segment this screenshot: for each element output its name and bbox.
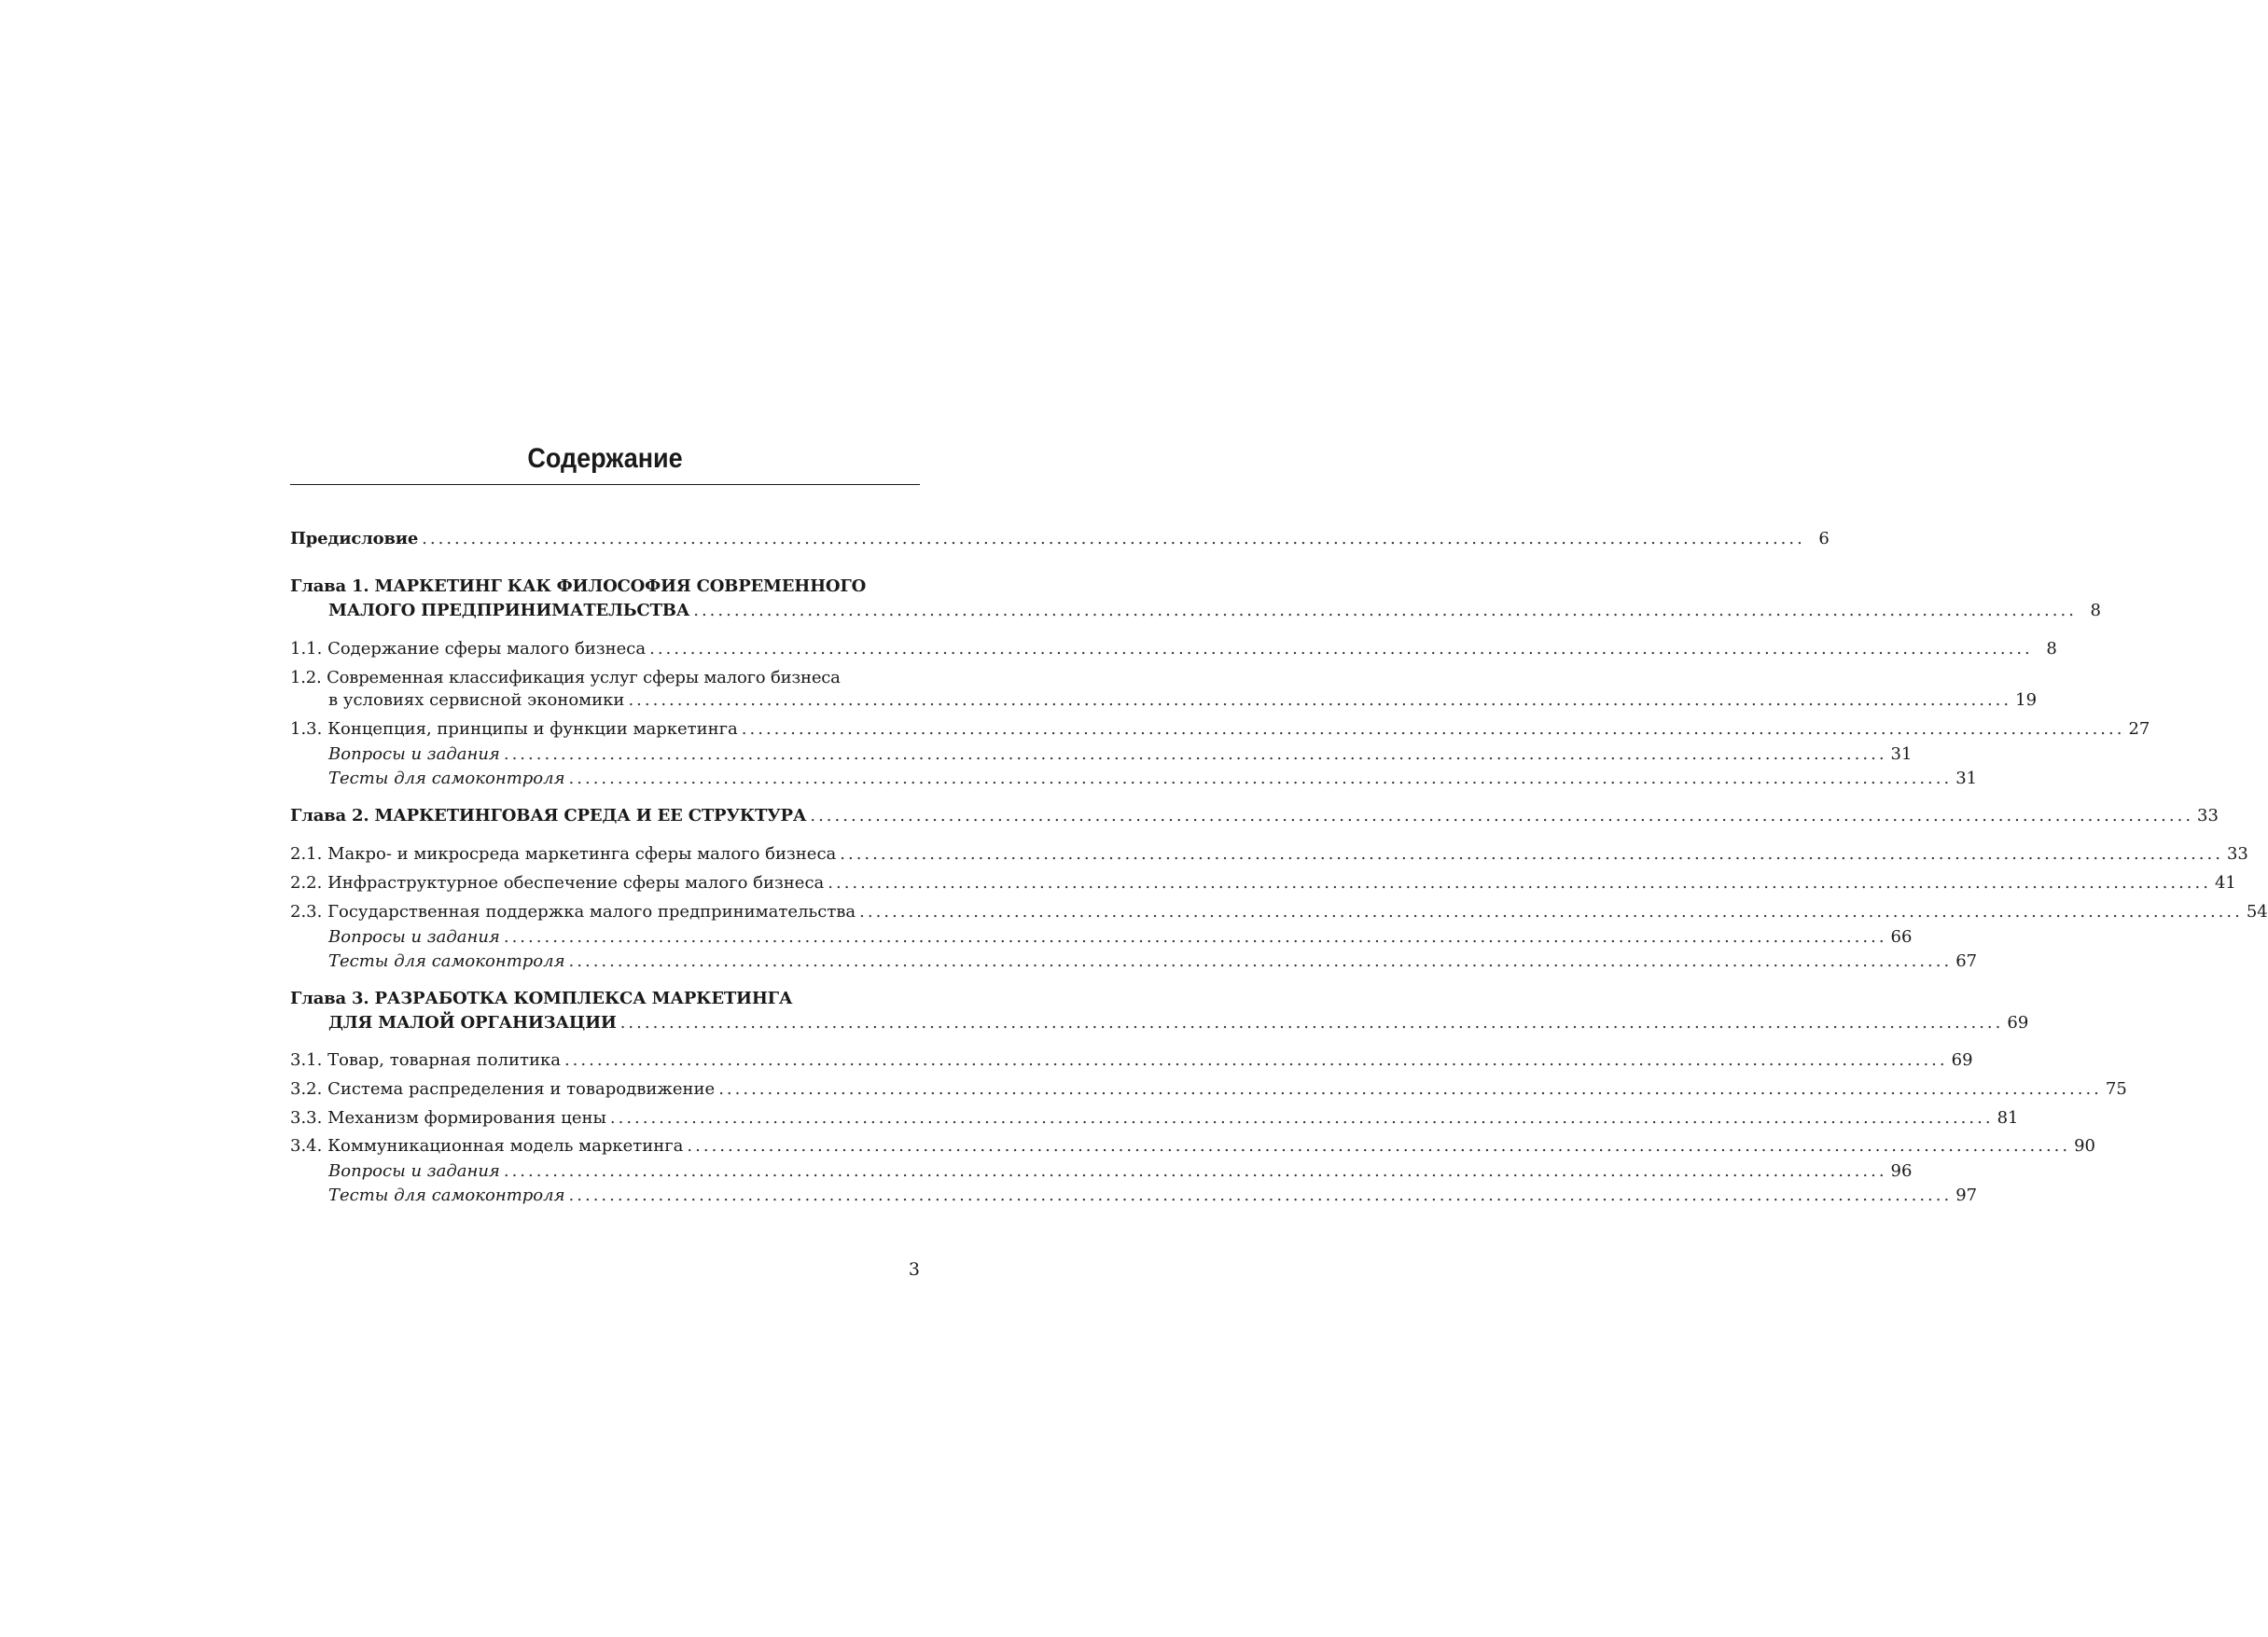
toc-entry-page: 19 [2015,690,2038,710]
toc-entry-page: 33 [2197,806,2219,825]
dot-leader [628,688,2011,713]
dot-leader [610,1106,1994,1131]
dot-leader [504,925,1887,950]
toc-entry-page: 6 [1818,529,1830,548]
toc-entry-label: МАЛОГО ПРЕДПРИНИМАТЕЛЬСТВА [328,601,690,620]
toc-tests-2[interactable] [290,950,1978,974]
toc-entry-page: 27 [2128,719,2150,739]
toc-entry-label: в условиях сервисной экономики [328,690,625,710]
dot-leader [569,1184,1953,1208]
toc-section-2-2[interactable] [290,871,2236,895]
toc-questions-2[interactable] [290,925,1913,950]
toc-entry-label: Глава 2. МАРКЕТИНГОВАЯ СРЕДА И ЕЕ СТРУКТУРА [290,806,807,825]
toc-section-3-3[interactable] [290,1106,2019,1131]
toc-entry-label: 3.4. Коммуникационная модель маркетинга [290,1136,684,1156]
toc-section-2-1[interactable] [290,842,2248,867]
toc-entry-label: Тесты для самоконтроля [328,951,565,971]
dot-leader [859,900,2243,924]
dot-leader [828,871,2211,895]
dot-leader [504,1159,1887,1184]
dot-leader [810,804,2193,828]
toc-entry-label: Тесты для самоконтроля [328,1186,565,1205]
toc-entry-label: 3.3. Механизм формирования цены [290,1108,606,1128]
toc-entry-label: 2.1. Макро- и микросреда маркетинга сферы малого бизнеса [290,844,837,864]
toc-questions-3[interactable] [290,1159,1913,1184]
toc-entry-label: 2.3. Государственная поддержка малого предпринимательства [290,902,856,922]
dot-leader [569,950,1953,974]
dot-leader [504,742,1887,767]
toc-entry-label: 1.3. Концепция, принципы и функции маркетинга [290,719,738,739]
toc-entry-label: Вопросы и задания [328,744,500,764]
toc-entry-label: Тесты для самоконтроля [328,769,565,788]
toc-entry-page: 97 [1955,1186,1978,1205]
toc-entry-page: 66 [1890,927,1913,947]
toc-entry-page: 33 [2226,844,2248,864]
dot-leader [718,1077,2102,1102]
toc-section-3-4[interactable] [290,1134,2096,1158]
toc-section-1-1[interactable] [290,637,2057,661]
toc-entry-label: ДЛЯ МАЛОЙ ОРГАНИЗАЦИИ [328,1013,617,1033]
page-number: 3 [908,1259,920,1280]
toc-entry-page: 31 [1955,769,1978,788]
toc-chapter-1-title-line1[interactable]: Глава 1. МАРКЕТИНГ КАК ФИЛОСОФИЯ СОВРЕМЕННОГО [290,576,867,596]
toc-entry-page: 67 [1955,951,1978,971]
toc-tests-1[interactable] [290,767,1978,791]
toc-entry-page: 90 [2074,1136,2096,1156]
toc-entry-page: 96 [1890,1161,1913,1181]
toc-questions-1[interactable] [290,742,1913,767]
toc-entry-label: Вопросы и задания [328,1161,500,1181]
title-divider [290,484,920,485]
toc-entry-label: 1.1. Содержание сферы малого бизнеса [290,639,647,659]
dot-leader [693,599,2077,623]
dot-leader [687,1134,2070,1158]
toc-entry-label: Предисловие [290,529,419,548]
toc-section-1-2[interactable] [290,688,2038,713]
toc-entry-label: 3.2. Система распределения и товародвижение [290,1079,716,1099]
toc-entry-page: 69 [2007,1013,2029,1033]
toc-section-3-1[interactable] [290,1048,1973,1073]
toc-entry-page: 69 [1951,1050,1973,1070]
toc-chapter-3-title-line1[interactable]: Глава 3. РАЗРАБОТКА КОМПЛЕКСА МАРКЕТИНГА [290,989,793,1008]
toc-section-1-2-line1[interactable]: 1.2. Современная классификация услуг сферы малого бизнеса [290,668,841,687]
toc-section-3-2[interactable] [290,1077,2127,1102]
toc-entry-label: 3.1. Товар, товарная политика [290,1050,561,1070]
dot-leader [840,842,2223,867]
toc-entry-page: 31 [1890,744,1913,764]
toc-chapter-3[interactable] [290,1011,2029,1035]
dot-leader [422,527,1805,551]
toc-entry-page: 41 [2214,873,2236,893]
toc-entry-preface[interactable] [290,527,1830,551]
dot-leader [742,717,2125,742]
page-title: Содержание [527,443,683,474]
toc-entry-page: 54 [2246,902,2268,922]
dot-leader [564,1048,1948,1073]
toc-entry-label: Вопросы и задания [328,927,500,947]
dot-leader [649,637,2033,661]
toc-chapter-1[interactable] [290,599,2101,623]
dot-leader [569,767,1953,791]
toc-entry-page: 81 [1997,1108,2019,1128]
toc-chapter-2[interactable] [290,804,2219,828]
toc-entry-page: 8 [2090,601,2101,620]
toc-tests-3[interactable] [290,1184,1978,1208]
toc-entry-page: 8 [2046,639,2057,659]
toc-section-1-3[interactable] [290,717,2150,742]
dot-leader [620,1011,2004,1035]
toc-entry-page: 75 [2105,1079,2127,1099]
toc-entry-label: 2.2. Инфраструктурное обеспечение сферы малого бизнеса [290,873,825,893]
toc-section-2-3[interactable] [290,900,2268,924]
